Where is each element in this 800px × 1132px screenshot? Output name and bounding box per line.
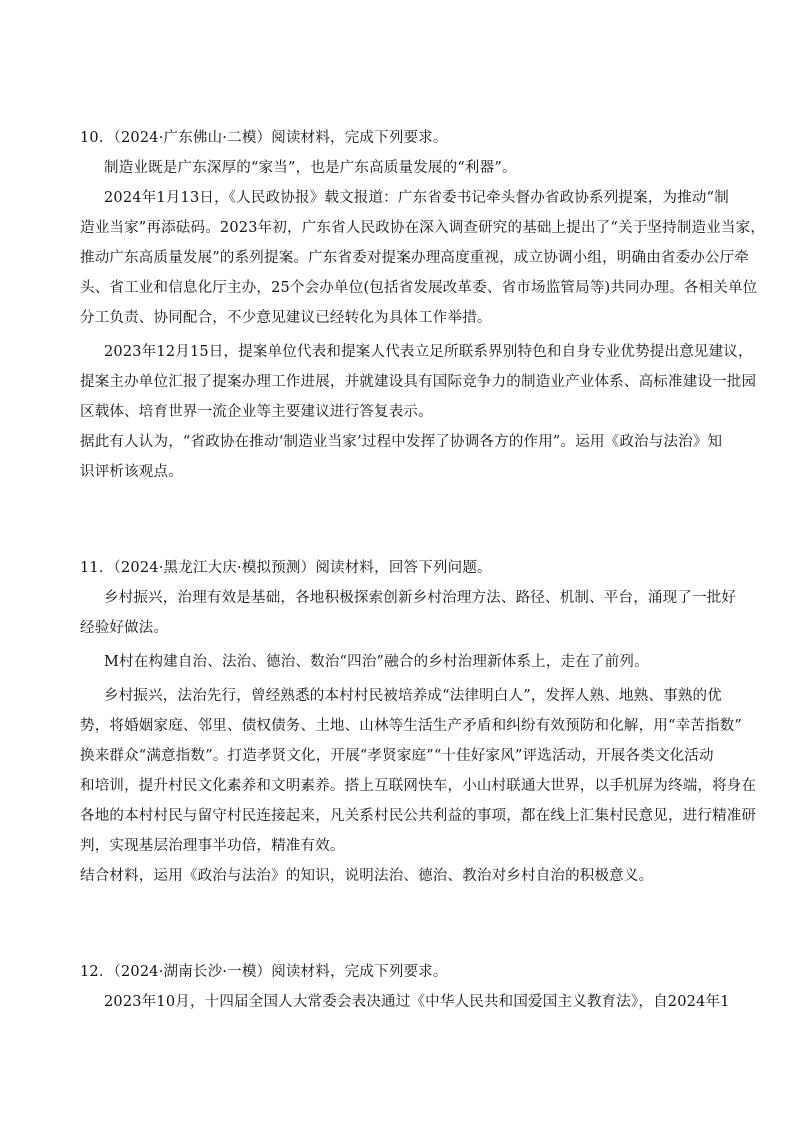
question-12-stem: 12．（2024·湖南长沙·一模）阅读材料，完成下列要求。	[80, 964, 448, 980]
question-10-line: 区载体、培育世界一流企业等主要建议进行答复表示。	[80, 404, 433, 420]
question-11-line: 和培训，提升村民文化素养和文明素养。搭上互联网快车，小山村联通大世界，以手机屏为终端，将身在	[80, 778, 757, 794]
question-10-line: 2023年12月15日，提案单位代表和提案人代表立足所联系界别特色和自身专业优势提出意见建议，	[104, 344, 753, 360]
question-10-stem: 10．（2024·广东佛山·二模）阅读材料，完成下列要求。	[80, 130, 448, 146]
question-10-line: 分工负责、协同配合，不少意见建议已经转化为具体工作举措。	[80, 310, 492, 326]
question-11-line: 判，实现基层治理事半功倍，精准有效。	[80, 838, 345, 854]
question-10-line: 提案主办单位汇报了提案办理工作进展，并就建设具有国际竞争力的制造业产业体系、高标准建设一批园	[80, 374, 757, 390]
question-10-line: 造业当家”再添砝码。2023年初，广东省人民政协在深入调查研究的基础上提出了“关于坚持制造业当家，	[80, 220, 766, 236]
question-11-line: 换来群众“满意指数”。打造孝贤文化，开展“孝贤家庭”“十佳好家风”评选活动，开展各类文化活动	[80, 748, 714, 764]
question-10-line: 头、省工业和信息化厅主办，25个会办单位(包括省发展改革委、省市场监管局等)共同办理。各相关单位	[80, 280, 758, 296]
question-11-stem: 11．（2024·黑龙江大庆·模拟预测）阅读材料，回答下列问题。	[80, 560, 492, 576]
question-11-line: 经验好做法。	[80, 620, 169, 636]
question-10-line: 2024年1月13日，《人民政协报》载文报道：广东省委书记牵头督办省政协系列提案，为推动“制	[104, 190, 729, 206]
question-11-line: M村在构建自治、法治、德治、数治“四治”融合的乡村治理新体系上，走在了前列。	[104, 654, 649, 670]
question-11-line: 各地的本村村民与留守村民连接起来，凡关系村民公共利益的事项，都在线上汇集村民意见，进行精准研	[80, 808, 757, 824]
question-11-line: 乡村振兴，法治先行，曾经熟悉的本村村民被培养成“法律明白人”，发挥人熟、地熟、事熟的优	[104, 688, 722, 704]
question-12-line: 2023年10月，十四届全国人大常委会表决通过《中华人民共和国爱国主义教育法》，自2024年1	[104, 994, 730, 1010]
question-10-line: 制造业既是广东深厚的“家当”，也是广东高质量发展的“利器”。	[104, 160, 517, 176]
question-10-line: 推动广东高质量发展”的系列提案。广东省委对提案办理高度重视，成立协调小组，明确由省委办公厅牵	[80, 250, 750, 266]
question-11-line: 势，将婚姻家庭、邻里、债权债务、土地、山林等生活生产矛盾和纠纷有效预防和化解，用“幸苦指数”	[80, 718, 743, 734]
question-10-question: 识评析该观点。	[80, 464, 183, 480]
question-10-question: 据此有人认为，“省政协在推动‘制造业当家’过程中发挥了协调各方的作用”。运用《政治与法治》知	[80, 434, 723, 450]
question-11-question: 结合材料，运用《政治与法治》的知识，说明法治、德治、教治对乡村自治的积极意义。	[80, 868, 654, 884]
question-11-line: 乡村振兴，治理有效是基础，各地积极探索创新乡村治理方法、路径、机制、平台，涌现了一批好	[104, 590, 737, 606]
